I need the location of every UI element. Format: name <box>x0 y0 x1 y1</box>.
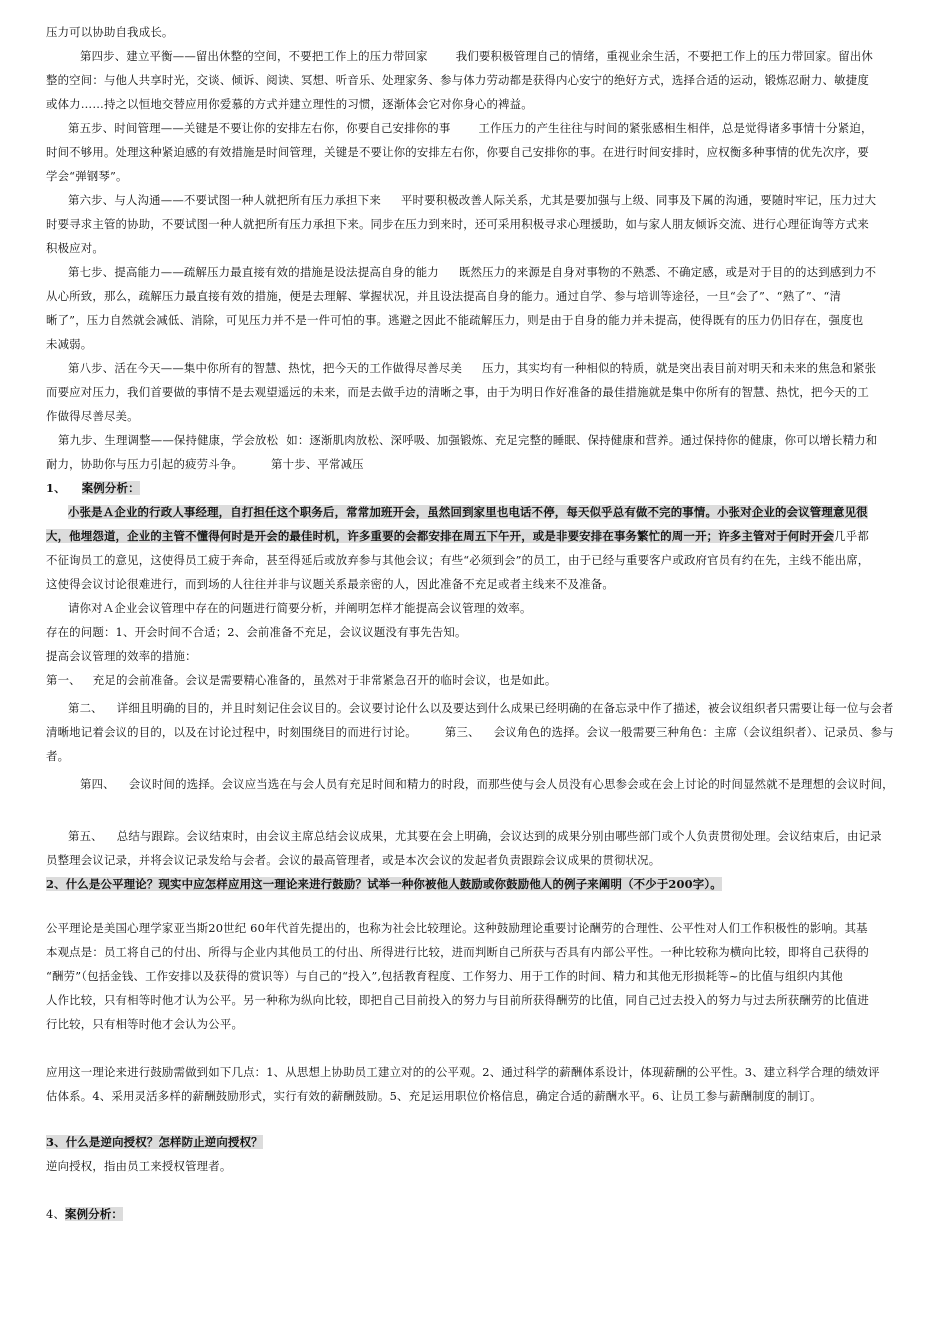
section-heading-case-4 <box>46 1206 123 1222</box>
text-line: 而要应对压力，我们首要做的事情不是去观望遥远的未来，而是去做手边的清晰之事，由于为明日作好准备的最佳措施就是集中你所有的智慧、热忱，把今天的工 <box>46 385 869 399</box>
step-4-heading: 第四步、建立平衡——留出休整的空间，不要把工作上的压力带回家 <box>80 49 428 63</box>
step-8-body: 压力，其实均有一种相似的特质，就是突出表目前对明天和未来的焦急和紧张 <box>482 361 877 375</box>
measure-label: 第三、 <box>444 725 480 739</box>
text-line: 逆向授权，指由员工来授权管理者。 <box>46 1159 232 1173</box>
step-4-body: 我们要积极管理自己的情绪，重视业余生活，不要把工作上的压力带回家。留出休 <box>455 49 873 63</box>
case-text-line <box>46 528 869 544</box>
text-line: 时要寻求主管的协助，不要试图一种人就把所有压力承担下来。同步在压力到来时，还可采用积极寻求心理援助，如与家人朋友倾诉交流、进行心理征询等方式来 <box>46 217 869 231</box>
text-line <box>80 776 894 792</box>
text-line: 估体系。4、采用灵活多样的薪酬鼓励形式，实行有效的薪酬鼓励。5、充足运用职位价格信息，确定合适的薪酬水平。6、让员工参与薪酬制度的制订。 <box>46 1089 822 1103</box>
text-line <box>68 360 876 376</box>
case-highlight: 小张是Ａ企业的行政人事经理，自打担任这个职务后，常常加班开会，虽然回到家里也电话不停，每天似乎总有做不完的事情。小张对企业的会议管理意见很 <box>68 505 868 519</box>
text-line: 时间不够用。处理这种紧迫感的有效措施是时间管理，关键是不要让你的安排左右你，你要自己安排你的事。在进行时间安排时，应权衡多种事情的优先次序，要 <box>46 145 869 159</box>
measure-label: 第四、 <box>80 777 115 791</box>
text-line: 公平理论是美国心理学家亚当斯20世纪 60年代首先提出的，也称为社会比较理论。这种鼓励理论重要讨论酬劳的合理性、公平性对人们工作积极性的影响。其基 <box>46 921 868 935</box>
question-2-title: 2、什么是公平理论？现实中应怎样应用这一理论来进行鼓励？试举一种你被他人鼓励或你鼓励他人的例子来阐明（不少于200字）。 <box>46 877 722 891</box>
text-line: 员整理会议记录，并将会议记录发给与会者。会议的最高管理者，或是本次会议的发起者负责跟踪会议成果的贯彻状况。 <box>46 853 661 867</box>
step-9-body: 如：逐渐肌肉放松、深呼吸、加强锻炼、充足完整的睡眠、保持健康和营养。通过保持你的健康，你可以增长精力和 <box>286 433 878 447</box>
section-heading-case-1 <box>46 480 140 496</box>
text-line <box>68 700 893 716</box>
section-title: 案例分析： <box>65 1207 124 1221</box>
text-line: 不征询员工的意见，这使得员工疲于奔命，甚至得延后或放弃参与其他会议；有些“必须到会”的员工，由于已经与重要客户或政府官员有约在先，主线不能出席， <box>46 553 870 567</box>
text-line: 晰了”，压力自然就会减低、消除，可见压力并不是一件可怕的事。逃避之因此不能疏解压力，则是由于自身的能力并未提高，使得既有的压力仍旧存在，强度也 <box>46 313 864 327</box>
section-number: 4、 <box>46 1207 66 1221</box>
measure-text: 总结与跟踪。会议结束时，由会议主席总结会议成果，尤其要在会上明确，会议达到的成果分别由哪些部门或个人负责贯彻处理。会议结束后，由记录 <box>116 829 882 843</box>
measure-text: 充足的会前准备。会议是需要精心准备的，虽然对于非常紧急召开的临时会议，也是如此。 <box>92 673 557 687</box>
text-line: 学会“弹钢琴”。 <box>46 169 128 183</box>
measure-text: 清晰地记着会议的目的，以及在讨论过程中，时刻围绕目的而进行讨论。 <box>46 725 417 739</box>
text-line: “酬劳”（包括金钱、工作安排以及获得的赏识等）与自己的“投入”,包括教育程度、工作努力、用于工作的时间、精力和其他无形损耗等~的比值与组织内其他 <box>46 969 843 983</box>
text-line <box>58 432 877 448</box>
text-line <box>46 724 894 740</box>
step-7-body: 既然压力的来源是自身对事物的不熟悉、不确定感，或是对于目的的达到感到力不 <box>458 265 877 279</box>
step-10-heading: 第十步、平常减压 <box>271 457 364 471</box>
text-line: 从心所致，那么，疏解压力最直接有效的措施，便是去理解、掌握状况，并且设法提高自身的能力。通过自学、参与培训等途径，一旦“会了”、“熟了”、“清 <box>46 289 842 303</box>
step-5-heading: 第五步、时间管理——关键是不要让你的安排左右你，你要自己安排你的事 <box>68 121 451 135</box>
text-line: 行比较，只有相等时他才会认为公平。 <box>46 1017 244 1031</box>
text-line: 整的空间：与他人共享时光，交谈、倾诉、阅读、冥想、听音乐、处理家务、参与体力劳动都是获得内心安宁的绝好方式，选择合适的运动，锻炼忍耐力、敏捷度 <box>46 73 869 87</box>
step-5-body: 工作压力的产生往往与时间的紧张感相生相伴，总是觉得诸多事情十分紧迫， <box>478 121 873 135</box>
text-line <box>46 456 364 472</box>
section-title: 案例分析： <box>81 481 140 495</box>
text-line <box>68 192 876 208</box>
measure-label: 第二、 <box>68 701 103 715</box>
text-line: 请你对Ａ企业会议管理中存在的问题进行简要分析，并阐明怎样才能提高会议管理的效率。 <box>68 601 532 615</box>
question-3-title: 3、什么是逆向授权？怎样防止逆向授权？ <box>46 1135 263 1149</box>
text-line: 本观点是：员工将自己的付出、所得与企业内其他员工的付出、所得进行比较，进而判断自己所获与否具有内部公平性。一种比较称为横向比较，即将自己获得的 <box>46 945 869 959</box>
text-line <box>68 828 882 844</box>
step-6-body: 平时要积极改善人际关系，尤其是要加强与上级、同事及下属的沟通，要随时牢记，压力过大 <box>400 193 877 207</box>
text-line <box>80 48 873 64</box>
text-line: 积极应对。 <box>46 241 104 255</box>
step-6-heading: 第六步、与人沟通——不要试图一种人就把所有压力承担下来 <box>68 193 381 207</box>
measure-text: 会议角色的选择。会议一般需要三种角色：主席（会议组织者）、记录员、参与 <box>493 725 894 739</box>
text-line: 作做得尽善尽美。 <box>46 409 139 423</box>
measure-text: 详细且明确的目的，并且时刻记住会议目的。会议要讨论什么以及要达到什么成果已经明确的在备忘录中作了描述，被会议组织者只需要让每一位与会者 <box>116 701 894 715</box>
measure-text: 会议时间的选择。会议应当选在与会人员有充足时间和精力的时段，而那些使与会人员没有心思参会或在会上讨论的时间显然就不是理想的会议时间， <box>128 777 894 791</box>
text-line <box>46 672 556 688</box>
case-text-line <box>68 504 868 520</box>
text-line: 或体力……持之以恒地交替应用你爱慕的方式并建立理性的习惯，逐渐体会它对你身心的裨益。 <box>46 97 533 111</box>
step-8-heading: 第八步、活在今天——集中你所有的智慧、热忱，把今天的工作做得尽善尽美 <box>68 361 463 375</box>
case-highlight: 大，他埋怨道，企业的主管不懂得何时是开会的最佳时机，许多重要的会都安排在周五下午开，或是非要安排在事务繁忙的周一开；许多主管对于何时开会 <box>46 529 835 543</box>
case-text: 几乎都 <box>834 529 869 543</box>
step-9-heading: 第九步、生理调整——保持健康，学会放松 <box>58 433 279 447</box>
step-9-body-end: 耐力，协助你与压力引起的疲劳斗争。 <box>46 457 244 471</box>
section-number: 1、 <box>46 481 66 495</box>
step-7-heading: 第七步、提高能力——疏解压力最直接有效的措施是设法提高自身的能力 <box>68 265 439 279</box>
text-line <box>68 264 876 280</box>
text-line: 应用这一理论来进行鼓励需做到如下几点：1、从思想上协助员工建立对的的公平观。2、通过科学的薪酬体系设计，体现薪酬的公平性。3、建立科学合理的绩效评 <box>46 1065 880 1079</box>
measure-label: 第五、 <box>68 829 103 843</box>
text-line: 者。 <box>46 749 70 763</box>
text-line: 未减弱。 <box>46 337 93 351</box>
question-3-heading <box>46 1134 263 1150</box>
text-line: 压力可以协助自我成长。 <box>46 25 174 39</box>
measure-label: 第一、 <box>46 673 81 687</box>
text-line: 提高会议管理的效率的措施： <box>46 649 197 663</box>
text-line <box>68 120 873 136</box>
question-2-heading <box>46 876 722 892</box>
text-line: 人作比较，只有相等时他才认为公平。另一种称为纵向比较，即把自己目前投入的努力与目前所获得酬劳的比值，同自己过去投入的努力与过去所获酬劳的比值进 <box>46 993 869 1007</box>
text-line: 这使得会议讨论很难进行，而到场的人往往并非与议题关系最亲密的人，因此准备不充足或者主线来不及准备。 <box>46 577 614 591</box>
text-line: 存在的问题：1、开会时间不合适；2、会前准备不充足，会议议题没有事先告知。 <box>46 625 467 639</box>
